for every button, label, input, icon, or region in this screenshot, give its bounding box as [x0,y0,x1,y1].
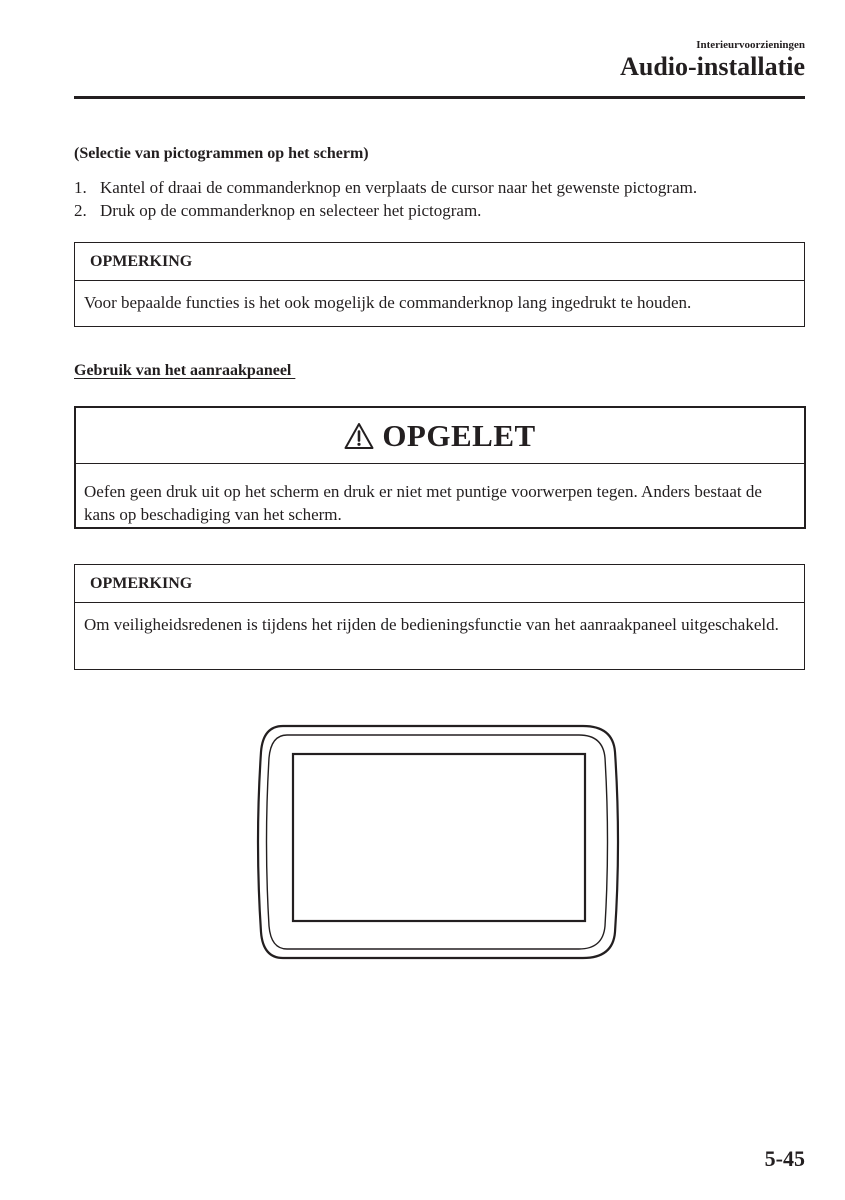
header-divider [74,96,805,99]
step-number: 2. [74,201,87,220]
steps-list [74,176,805,222]
page-number: 5-45 [764,1146,805,1171]
page-title: Audio-installatie [620,52,805,81]
section-label: Interieurvoorzieningen [696,39,805,51]
list-item [74,199,805,222]
caution-box [74,406,806,529]
caution-text: Oefen geen druk uit op het scherm en druk er niet met puntige voorwerpen tegen. Anders bestaat de kans op beschadiging van het scherm. [84,482,762,524]
note-text: Voor bepaalde functies is het ook mogelijk de commanderknop lang ingedrukt te houden. [84,293,692,312]
touchpanel-heading: Gebruik van het aanraakpaneel [74,362,296,379]
note-text: Om veiligheidsredenen is tijdens het rijden de bedieningsfunctie van het aanraakpaneel uitgeschakeld. [84,615,779,634]
step-text: Kantel of draai de commanderknop en verplaats de cursor naar het gewenste pictogram. [100,178,698,197]
caution-heading: OPGELET [382,417,536,453]
icon-selection-heading: (Selectie van pictogrammen op het scherm) [74,145,369,162]
note-heading: OPMERKING [75,243,804,281]
warning-triangle-icon [344,422,374,450]
note-heading: OPMERKING [75,565,804,603]
touchscreen-display-icon [253,722,623,962]
caution-header [76,408,804,464]
note-box [74,564,805,670]
note-box [74,242,805,327]
step-text: Druk op de commanderknop en selecteer het pictogram. [100,201,482,220]
list-item [74,176,805,199]
step-number: 1. [74,178,87,197]
